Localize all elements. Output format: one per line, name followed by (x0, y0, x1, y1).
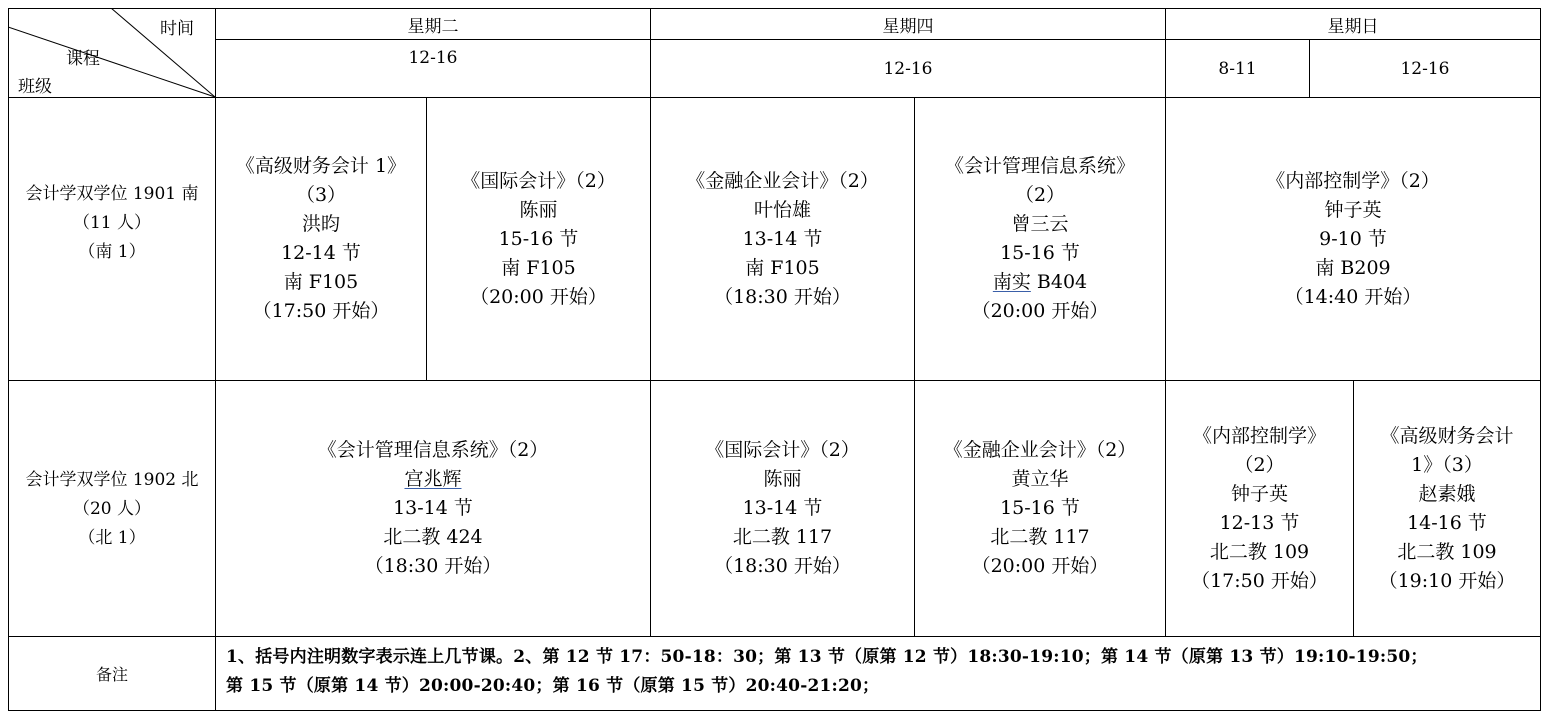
grid-line (1540, 8, 1541, 711)
remarks-line: 第 15 节（原第 14 节）20:00-20:40；第 16 节（原第 15 节）20:40-21:20； (226, 676, 880, 696)
teacher-name: 宫兆辉 (404, 468, 462, 490)
classroom: 南 B209 (1315, 256, 1391, 279)
teacher-name: 赵素娥 (1418, 482, 1476, 505)
course-periods: 13-14 节 (393, 497, 473, 519)
classroom-number: B404 (1030, 271, 1088, 293)
course-sessions: （2） (1014, 184, 1066, 206)
course-title: 《会计管理信息系统》（2） (317, 439, 549, 461)
course-title: 《金融企业会计》（2） (943, 439, 1137, 461)
course-periods: 13-14 节 (742, 497, 823, 519)
course-cell (651, 381, 914, 636)
grid-line (8, 710, 1541, 711)
course-cell (1166, 98, 1540, 380)
class-count: （11 人） (72, 213, 152, 233)
start-time: （19:10 开始） (1378, 569, 1516, 592)
course-periods: 14-16 节 (1407, 511, 1487, 534)
course-cell (915, 98, 1165, 380)
course-title: 《会计管理信息系统》 (944, 155, 1135, 177)
period-header-tuesday: 12-16 (408, 48, 458, 68)
course-cell (1354, 381, 1540, 636)
day-header-tuesday: 星期二 (407, 16, 459, 37)
grid-line (8, 636, 1541, 637)
period-header-sunday-pm: 12-16 (1400, 58, 1450, 79)
teacher-name: 曾三云 (1011, 213, 1069, 235)
teacher-name: 黄立华 (1011, 468, 1069, 490)
course-periods: 12-13 节 (1219, 511, 1300, 534)
classroom: 南 F105 (745, 256, 820, 279)
start-time: （14:40 开始） (1284, 285, 1422, 308)
class-campus: （北 1） (78, 528, 146, 548)
start-time: （18:30 开始） (364, 555, 502, 577)
teacher-name: 叶怡雄 (753, 198, 811, 221)
classroom (993, 268, 1087, 297)
remarks-text (226, 643, 1544, 701)
course-cell (216, 381, 650, 636)
course-title: 《高级财务会计 (1380, 424, 1514, 447)
classroom: 南 F105 (283, 271, 359, 293)
start-time: （17:50 开始） (1191, 569, 1328, 592)
course-periods: 15-16 节 (1000, 242, 1080, 264)
classroom: 北二教 424 (383, 526, 483, 548)
class-count: （20 人） (72, 499, 152, 519)
day-header-thursday: 星期四 (882, 16, 934, 37)
course-periods: 15-16 节 (1000, 497, 1080, 519)
teacher-name: 陈丽 (519, 198, 558, 221)
course-title: 《金融企业会计》（2） (686, 169, 879, 192)
course-title: 《内部控制学》（2） (1266, 169, 1440, 192)
course-title: 《国际会计》（2） (461, 169, 616, 192)
course-periods: 15-16 节 (498, 227, 579, 250)
start-time: （18:30 开始） (714, 285, 851, 308)
class-campus: （南 1） (78, 242, 146, 262)
class-cell-1901 (9, 98, 215, 380)
corner-class-label: 班级 (18, 77, 52, 97)
remarks-label: 备注 (95, 665, 128, 684)
start-time: （20:00 开始） (971, 555, 1109, 577)
course-title: 《高级财务会计 1》 (235, 155, 407, 177)
teacher-name: 钟子英 (1230, 482, 1288, 505)
course-sessions: 1》（3） (1411, 453, 1483, 476)
teacher-name: 陈丽 (763, 468, 802, 490)
course-periods: 13-14 节 (742, 227, 823, 250)
remarks-line: 1、括号内注明数字表示连上几节课。2、第 12 节 17：50-18：30；第 13 节（原第 12 节）18:30-19:10；第 14 节（原第 13 节）19:10-19:50； (226, 647, 1428, 667)
course-cell (216, 98, 426, 380)
classroom: 北二教 109 (1209, 540, 1310, 563)
classroom-building: 南实 (992, 271, 1031, 293)
teacher-name: 钟子英 (1324, 198, 1382, 221)
corner-course-label: 课程 (66, 49, 100, 69)
course-periods: 9-10 节 (1319, 227, 1387, 250)
classroom: 北二教 117 (732, 526, 833, 548)
period-header-sunday-am: 8-11 (1218, 58, 1257, 79)
classroom: 北二教 117 (990, 526, 1090, 548)
class-cell-1902 (9, 381, 215, 636)
day-header-sunday: 星期日 (1327, 16, 1379, 37)
corner-time-label: 时间 (160, 19, 194, 39)
course-title: 《内部控制学》 (1192, 424, 1326, 447)
start-time: （17:50 开始） (252, 300, 390, 322)
classroom: 北二教 109 (1397, 540, 1497, 563)
course-cell (1166, 381, 1353, 636)
start-time: （18:30 开始） (714, 555, 851, 577)
class-name: 会计学双学位 1901 南 (25, 184, 199, 204)
course-title: 《国际会计》（2） (705, 439, 860, 461)
course-sessions: （2） (1234, 453, 1285, 476)
class-name: 会计学双学位 1902 北 (25, 470, 199, 490)
start-time: （20:00 开始） (971, 300, 1109, 322)
period-header-thursday: 12-16 (883, 58, 933, 79)
course-sessions: （3） (295, 184, 347, 206)
course-periods: 12-14 节 (281, 242, 361, 264)
teacher-name: 洪昀 (301, 213, 340, 235)
course-cell (651, 98, 914, 380)
start-time: （20:00 开始） (470, 285, 607, 308)
course-cell (915, 381, 1165, 636)
course-cell (427, 98, 650, 380)
classroom: 南 F105 (501, 256, 576, 279)
